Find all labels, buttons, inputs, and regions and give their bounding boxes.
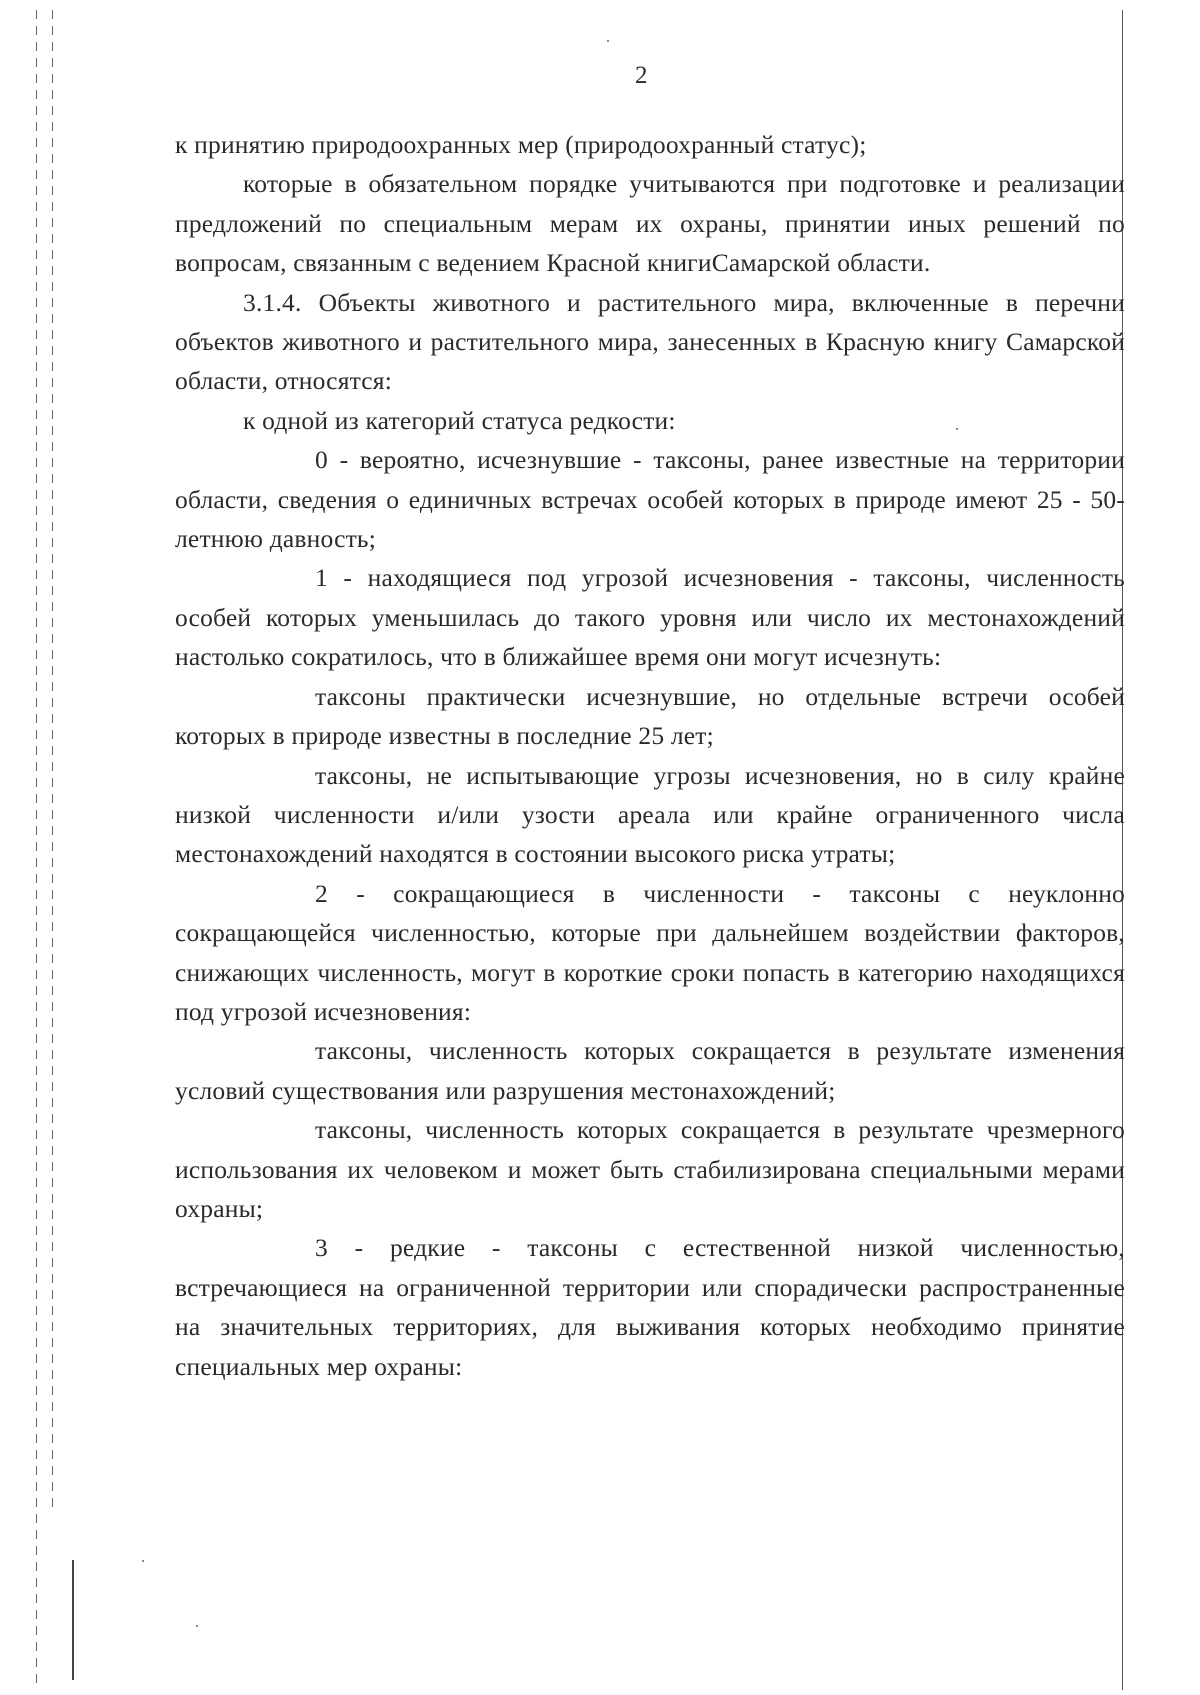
document-body (175, 125, 1125, 1386)
paragraph: к одной из категорий статуса редкости: (243, 405, 676, 435)
scan-speck (142, 1560, 144, 1562)
scan-edge-mark (52, 10, 53, 1510)
scan-speck (196, 1625, 198, 1627)
paragraph: 3 - редкие - таксоны с естественной низкой численностью, встречающиеся на ограниченной территории или спорадически распространенные на значительных территориях, для выживания которых необходимо принятие специальных мер охраны: (175, 1233, 1125, 1381)
paragraph: 1 - находящиеся под угрозой исчезновения - таксоны, численность особей которых уменьшилась до такого уровня или число их местонахождений настолько сократилось, что в ближайшее время они могут исчезнуть: (175, 563, 1125, 672)
page-number: 2 (635, 62, 648, 89)
paragraph: которые в обязательном порядке учитываются при подготовке и реализации предложений по специальным мерам их охраны, принятии иных решений по вопросам, связанным с ведением Красной книгиСамарской области. (175, 169, 1125, 278)
paragraph: таксоны практически исчезнувшие, но отдельные встречи особей которых в природе известны в последние 25 лет; (175, 681, 1125, 751)
paragraph: 2 - сокращающиеся в численности - таксоны с неуклонно сокращающейся численностью, которые при дальнейшем воздействии факторов, снижающих численность, могут в короткие сроки попасть в категорию находящихся под угрозой исчезновения: (175, 878, 1125, 1026)
paragraph: таксоны, численность которых сокращается в результате изменения условий существования или разрушения местонахождений; (175, 1036, 1125, 1105)
paragraph: таксоны, не испытывающие угрозы исчезновения, но в силу крайне низкой численности и/или узости ареала или крайне ограниченного числа местонахождений находятся в состоянии высокого риска утраты; (175, 760, 1125, 869)
scan-edge-mark (72, 1560, 74, 1680)
paragraph: таксоны, численность которых сокращается в результате чрезмерного использования их человеком и может быть стабилизирована специальными мерами охраны; (175, 1115, 1125, 1223)
scan-edge-mark (36, 10, 37, 1690)
paragraph: 0 - вероятно, исчезнувшие - таксоны, ранее известные на территории области, сведения о единичных встречах особей которых в природе имеют 25 - 50-летнюю давность; (175, 445, 1125, 554)
paragraph: 3.1.4. Объекты животного и растительного мира, включенные в перечни объектов животного и растительного мира, занесенных в Красную книгу Самарской области, относятся: (175, 287, 1125, 396)
paragraph: к принятию природоохранных мер (природоохранный статус); (175, 130, 867, 159)
scan-speck (607, 40, 609, 42)
